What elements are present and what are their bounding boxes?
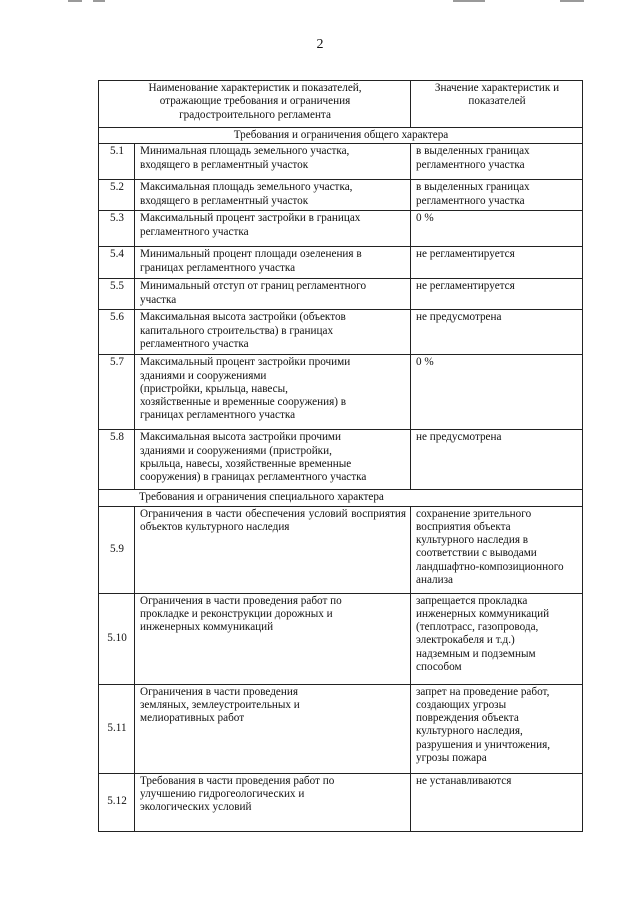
regulation-table [98, 80, 583, 832]
row-number: 5.1 [99, 144, 135, 180]
row-name: Максимальный процент застройки в границах регламентного участка [135, 211, 411, 247]
row-number: 5.5 [99, 279, 135, 310]
row-value: сохранение зрительного восприятия объекта культурного наследия в соответствии с выводами ландшафтно-композиционного анализа [411, 506, 583, 593]
page-number: 2 [316, 37, 324, 52]
section-row-special [99, 490, 583, 506]
row-name: Максимальная высота застройки (объектов капитального строительства) в границах регламентного участка [135, 310, 411, 355]
row-number: 5.9 [99, 506, 135, 593]
row-name: Максимальный процент застройки прочими зданиями и сооружениями (пристройки, крыльца, навесы, хозяйственные и временные сооружения) в границах регламентного участка [135, 355, 411, 430]
scan-artifact-mark [68, 0, 82, 2]
table-row [99, 180, 583, 211]
row-number: 5.7 [99, 355, 135, 430]
row-name: Минимальный процент площади озеленения в границах регламентного участка [135, 247, 411, 279]
table-row [99, 773, 583, 831]
table-row [99, 144, 583, 180]
row-value: 0 % [411, 355, 583, 430]
row-value: не устанавливаются [411, 773, 583, 831]
scan-artifact-mark [93, 0, 105, 2]
row-value: не регламентируется [411, 247, 583, 279]
table-row [99, 430, 583, 490]
table-row [99, 593, 583, 684]
section-row-general [99, 128, 583, 144]
header-name-column: Наименование характеристик и показателей, отражающие требования и ограничения градостроительного регламента [99, 81, 411, 128]
row-value: запрет на проведение работ, создающих угрозы повреждения объекта культурного наследия, разрушения и уничтожения, угрозы пожара [411, 684, 583, 773]
row-number: 5.11 [99, 684, 135, 773]
row-number: 5.4 [99, 247, 135, 279]
row-name: Ограничения в части проведения земляных, землеустроительных и мелиоративных работ [135, 684, 411, 773]
table-row [99, 211, 583, 247]
row-value: не регламентируется [411, 279, 583, 310]
row-name: Максимальная высота застройки прочими зданиями и сооружениями (пристройки, крыльца, навесы, хозяйственные временные сооружения) в границах регламентного участка [135, 430, 411, 490]
row-value: запрещается прокладка инженерных коммуникаций (теплотрасс, газопровода, электрокабеля и т.д.) надземным и подземным способом [411, 593, 583, 684]
row-name: Требования в части проведения работ по улучшению гидрогеологических и экологических условий [135, 773, 411, 831]
row-number: 5.8 [99, 430, 135, 490]
table-row [99, 310, 583, 355]
table-header-row [99, 81, 583, 128]
row-value: в выделенных границах регламентного участка [411, 180, 583, 211]
scan-artifact-mark [560, 0, 584, 2]
header-value-column: Значение характеристик и показателей [411, 81, 583, 128]
row-name: Минимальный отступ от границ регламентного участка [135, 279, 411, 310]
row-value: в выделенных границах регламентного участка [411, 144, 583, 180]
row-name: Максимальная площадь земельного участка, входящего в регламентный участок [135, 180, 411, 211]
row-number: 5.10 [99, 593, 135, 684]
row-number: 5.2 [99, 180, 135, 211]
row-value: не предусмотрена [411, 430, 583, 490]
section-title-general: Требования и ограничения общего характера [99, 128, 583, 144]
row-name: Ограничения в части обеспечения условий восприятия объектов культурного наследия [135, 506, 411, 593]
table-row [99, 279, 583, 310]
scan-artifact-mark [453, 0, 485, 2]
row-value: не предусмотрена [411, 310, 583, 355]
row-name: Минимальная площадь земельного участка, входящего в регламентный участок [135, 144, 411, 180]
row-value: 0 % [411, 211, 583, 247]
row-number: 5.6 [99, 310, 135, 355]
row-name: Ограничения в части проведения работ по прокладке и реконструкции дорожных и инженерных коммуникаций [135, 593, 411, 684]
table-row [99, 684, 583, 773]
table-row [99, 355, 583, 430]
section-title-special: Требования и ограничения специального характера [99, 490, 583, 506]
row-number: 5.12 [99, 773, 135, 831]
table-row [99, 506, 583, 593]
table-row [99, 247, 583, 279]
row-number: 5.3 [99, 211, 135, 247]
